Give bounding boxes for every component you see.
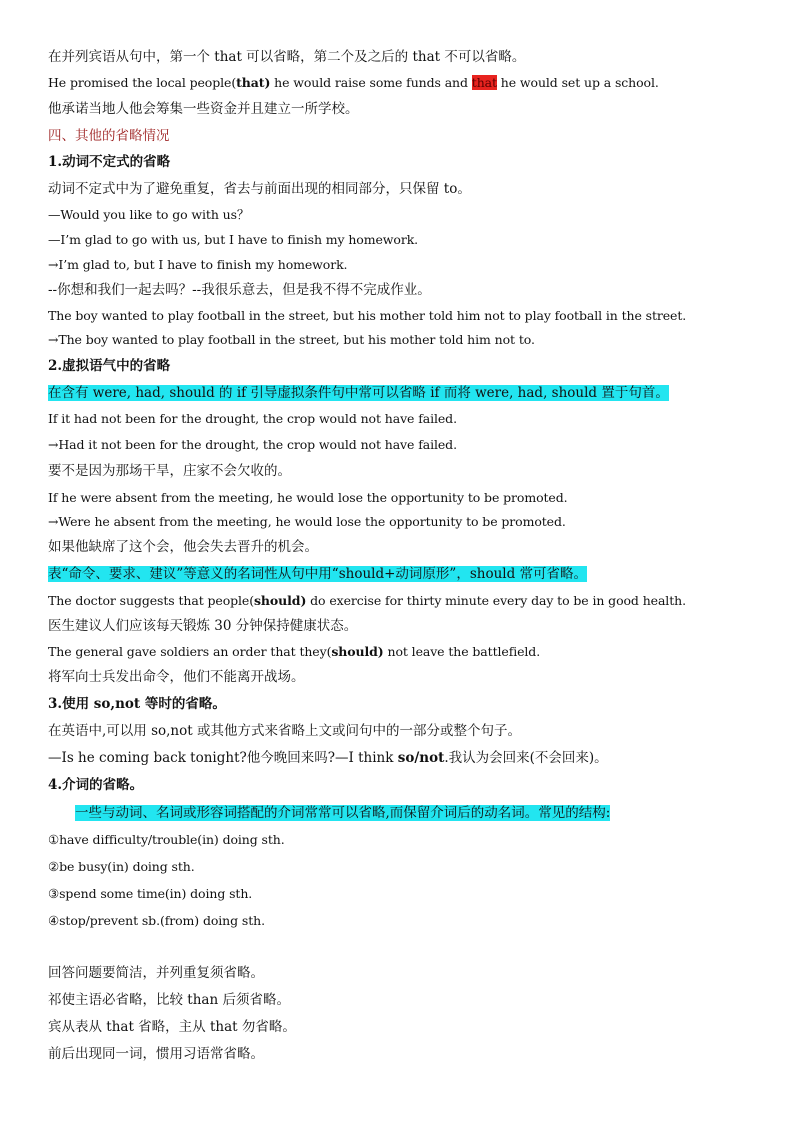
text-segment: he would set up a school. <box>496 75 659 90</box>
example-boy-football-full: The boy wanted to play football in the street, but his mother told him not to play football in the street. <box>48 308 687 323</box>
section-heading-other-ellipsis: 四、其他的省略情况 <box>48 128 170 144</box>
structure-item-1: ①have difficulty/trouble(in) doing sth. <box>48 832 285 847</box>
translation-doctor: 医生建议人们应该每天锻炼 30 分钟保持健康状态。 <box>48 618 358 634</box>
mnemonic-line-3: 宾从表从 that 省略，主从 that 勿省略。 <box>48 1019 296 1035</box>
translation-drought: 要不是因为那场干旱，庄家不会欠收的。 <box>48 463 291 479</box>
mnemonic-line-2: 祁使主语必省略，比较 than 后须省略。 <box>48 992 290 1008</box>
text-segment: He promised the local people( <box>48 75 237 90</box>
paragraph-preposition-rule <box>75 804 610 822</box>
bold-that: that) <box>236 75 271 90</box>
example-drought-inverted: →Had it not been for the drought, the crop would not have failed. <box>48 437 457 452</box>
example-answer-full: —I’m glad to go with us, but I have to finish my homework. <box>48 232 419 247</box>
text-segment: .我认为会回来(不会回来)。 <box>444 750 608 766</box>
paragraph-so-not-rule: 在英语中,可以用 so,not 或其他方式来省略上文或问句中的一部分或整个句子。 <box>48 723 521 739</box>
structure-item-2: ②be busy(in) doing sth. <box>48 859 195 874</box>
text-segment: not leave the battlefield. <box>383 644 541 659</box>
mnemonic-line-1: 回答问题要简洁，并列重复须省略。 <box>48 965 264 981</box>
example-answer-short: →I’m glad to, but I have to finish my homework. <box>48 257 348 272</box>
example-absent-inverted: →Were he absent from the meeting, he would lose the opportunity to be promoted. <box>48 514 566 529</box>
paragraph-subjunctive-rule <box>48 384 669 402</box>
text-segment: he would raise some funds and <box>270 75 472 90</box>
example-general-order <box>48 643 540 661</box>
bold-so-not: so/not <box>397 750 445 766</box>
highlighted-rule: 在含有 were, had, should 的 if 引导虚拟条件句中常可以省略 if 而将 were, had, should 置于句首。 <box>48 385 669 401</box>
paragraph-should-rule <box>48 565 587 583</box>
text-segment: The doctor suggests that people( <box>48 593 254 608</box>
translation-go-with-us: --你想和我们一起去吗？--我很乐意去，但是我不得不完成作业。 <box>48 282 431 298</box>
mnemonic-line-4: 前后出现同一词，惯用习语常省略。 <box>48 1046 264 1062</box>
translation-general: 将军向士兵发出命令，他们不能离开战场。 <box>48 669 305 685</box>
translation-absent: 如果他缺席了这个会，他会失去晋升的机会。 <box>48 539 318 555</box>
example-drought-full: If it had not been for the drought, the crop would not have failed. <box>48 411 457 426</box>
structure-item-4: ④stop/prevent sb.(from) doing sth. <box>48 913 265 928</box>
structure-item-3: ③spend some time(in) doing sth. <box>48 886 253 901</box>
example-boy-football-short: →The boy wanted to play football in the street, but his mother told him not to. <box>48 332 535 347</box>
subheading-subjunctive-ellipsis: 2.虚拟语气中的省略 <box>48 358 171 374</box>
highlighted-rule: 表“命令、要求、建议”等意义的名词性从句中用“should+动词原形”，should 常可省略。 <box>48 566 588 582</box>
subheading-infinitive-ellipsis: 1.动词不定式的省略 <box>48 154 171 170</box>
translation-promise: 他承诺当地人他会筹集一些资金并且建立一所学校。 <box>48 101 359 117</box>
example-promise-sentence <box>48 74 659 92</box>
highlighted-rule: 一些与动词、名词或形容词搭配的介词常常可以省略,而保留介词后的动名词。常见的结构: <box>75 805 611 821</box>
bold-should: should) <box>331 644 384 659</box>
example-so-not <box>48 749 608 767</box>
paragraph-infinitive-rule: 动词不定式中为了避免重复，省去与前面出现的相同部分，只保留 to。 <box>48 181 471 197</box>
highlighted-that: that <box>471 75 497 90</box>
bold-should: should) <box>254 593 307 608</box>
text-segment: The general gave soldiers an order that they( <box>48 644 332 659</box>
paragraph-parallel-object-clause: 在并列宾语从句中，第一个 that 可以省略，第二个及之后的 that 不可以省略。 <box>48 49 526 65</box>
text-segment: do exercise for thirty minute every day to be in good health. <box>306 593 686 608</box>
example-doctor-suggests <box>48 592 686 610</box>
subheading-preposition-ellipsis: 4.介词的省略。 <box>48 777 144 793</box>
text-segment: —Is he coming back tonight?他今晚回来吗?—I think <box>48 750 398 766</box>
example-question: —Would you like to go with us？ <box>48 207 250 222</box>
subheading-so-not-ellipsis: 3.使用 so,not 等时的省略。 <box>48 696 226 712</box>
example-absent-full: If he were absent from the meeting, he would lose the opportunity to be promoted. <box>48 490 568 505</box>
